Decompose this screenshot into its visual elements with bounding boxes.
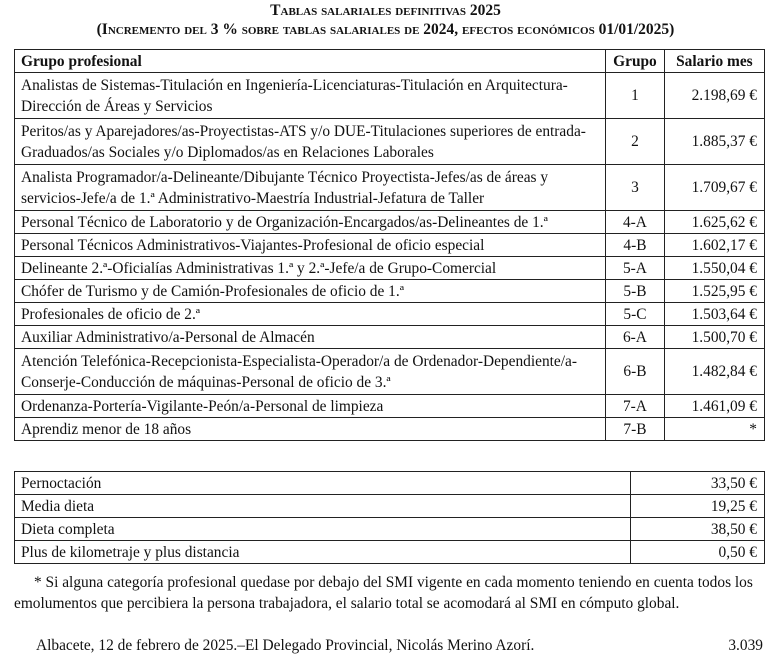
cell-grupo: 5-C — [606, 303, 665, 326]
header-salario-mes: Salario mes — [664, 50, 764, 73]
table-row — [15, 165, 765, 211]
cell-profesional: Personal Técnicos Administrativos-Viajantes-Profesional de oficio especial — [15, 234, 606, 257]
table-row — [15, 472, 765, 495]
table-row — [15, 395, 765, 418]
table-row — [15, 234, 765, 257]
allowances-table — [14, 471, 765, 564]
table-row — [15, 280, 765, 303]
cell-grupo: 4-B — [606, 234, 665, 257]
table-row — [15, 349, 765, 395]
cell-profesional: Ordenanza-Portería-Vigilante-Peón/a-Personal de limpieza — [15, 395, 606, 418]
table-row — [15, 418, 765, 441]
cell-profesional: Profesionales de oficio de 2.ª — [15, 303, 606, 326]
header-grupo: Grupo — [606, 50, 665, 73]
cell-profesional: Chófer de Turismo y de Camión-Profesionales de oficio de 1.ª — [15, 280, 606, 303]
cell-salario: 1.885,37 € — [664, 119, 764, 165]
cell-salario: 1.525,95 € — [664, 280, 764, 303]
cell-salario: 2.198,69 € — [664, 73, 764, 119]
table-row — [15, 495, 765, 518]
table-row — [15, 257, 765, 280]
cell-grupo: 7-A — [606, 395, 665, 418]
cell-grupo: 2 — [606, 119, 665, 165]
cell-grupo: 5-A — [606, 257, 665, 280]
cell-salario: 1.503,64 € — [664, 303, 764, 326]
cell-concepto: Dieta completa — [15, 518, 631, 541]
cell-salario: 1.709,67 € — [664, 165, 764, 211]
cell-salario: 1.550,04 € — [664, 257, 764, 280]
cell-profesional: Personal Técnico de Laboratorio y de Organización-Encargados/as-Delineantes de 1.ª — [15, 211, 606, 234]
table-header-row — [15, 50, 765, 73]
cell-profesional: Delineante 2.ª-Oficialías Administrativas 1.ª y 2.ª-Jefe/a de Grupo-Comercial — [15, 257, 606, 280]
cell-grupo: 6-A — [606, 326, 665, 349]
cell-profesional: Aprendiz menor de 18 años — [15, 418, 606, 441]
table-row — [15, 326, 765, 349]
cell-grupo: 5-B — [606, 280, 665, 303]
cell-importe: 0,50 € — [631, 541, 765, 564]
table-row — [15, 518, 765, 541]
cell-importe: 33,50 € — [631, 472, 765, 495]
cell-concepto: Plus de kilometraje y plus distancia — [15, 541, 631, 564]
cell-salario: 1.625,62 € — [664, 211, 764, 234]
table-row — [15, 119, 765, 165]
cell-profesional: Peritos/as y Aparejadores/as-Proyectistas-ATS y/o DUE-Titulaciones superiores de entrada-Graduados/as Sociales y/o Diplomados/as en Relaciones Laborales — [15, 119, 606, 165]
cell-salario: 1.461,09 € — [664, 395, 764, 418]
document-title: Tablas salariales definitivas 2025 — [270, 2, 501, 19]
cell-grupo: 7-B — [606, 418, 665, 441]
announcement-number: 3.039 — [728, 637, 763, 654]
cell-concepto: Pernoctación — [15, 472, 631, 495]
cell-salario: * — [664, 418, 764, 441]
signature-line: Albacete, 12 de febrero de 2025.–El Delegado Provincial, Nicolás Merino Azorí. — [36, 637, 535, 654]
cell-salario: 1.602,17 € — [664, 234, 764, 257]
cell-grupo: 6-B — [606, 349, 665, 395]
cell-grupo: 4-A — [606, 211, 665, 234]
cell-grupo: 1 — [606, 73, 665, 119]
table-row — [15, 303, 765, 326]
cell-concepto: Media dieta — [15, 495, 631, 518]
cell-importe: 19,25 € — [631, 495, 765, 518]
cell-salario: 1.500,70 € — [664, 326, 764, 349]
table-row — [15, 73, 765, 119]
table-row — [15, 541, 765, 564]
header-grupo-profesional: Grupo profesional — [15, 50, 606, 73]
cell-profesional: Analista Programador/a-Delineante/Dibujante Técnico Proyectista-Jefes/as de áreas y servicios-Jefe/a de 1.ª Administrativo-Maestría Industrial-Jefatura de Taller — [15, 165, 606, 211]
smi-note: * Si alguna categoría profesional quedase por debajo del SMI vigente en cada momento teniendo en cuenta todos los emolumentos que percibiera la persona trabajadora, el salario total se acomodará al SMI en cómputo global. — [14, 574, 753, 612]
cell-grupo: 3 — [606, 165, 665, 211]
cell-profesional: Auxiliar Administrativo/a-Personal de Almacén — [15, 326, 606, 349]
table-row — [15, 211, 765, 234]
document-subtitle: (Incremento del 3 % sobre tablas salariales de 2024, efectos económicos 01/01/2025) — [96, 21, 675, 38]
cell-profesional: Atención Telefónica-Recepcionista-Especialista-Operador/a de Ordenador-Dependiente/a-Conserje-Conducción de máquinas-Personal de oficio de 3.ª — [15, 349, 606, 395]
cell-importe: 38,50 € — [631, 518, 765, 541]
salary-table — [14, 49, 765, 441]
cell-profesional: Analistas de Sistemas-Titulación en Ingeniería-Licenciaturas-Titulación en Arquitectura-Dirección de Áreas y Servicios — [15, 73, 606, 119]
cell-salario: 1.482,84 € — [664, 349, 764, 395]
